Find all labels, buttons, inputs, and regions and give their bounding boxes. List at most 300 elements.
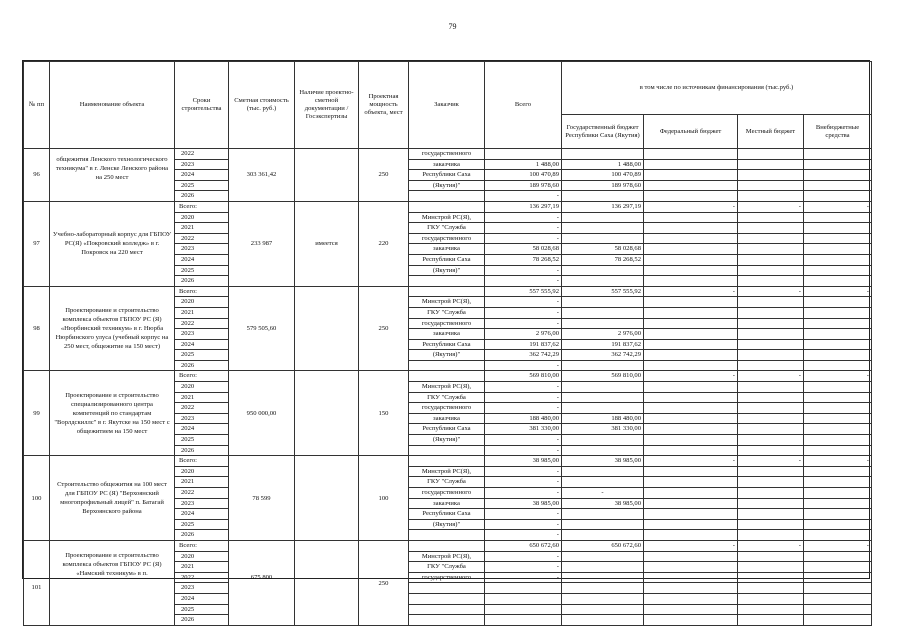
state-budget-cell — [562, 615, 644, 626]
customer-line: ГКУ "Служба — [409, 307, 485, 318]
object-name — [50, 149, 175, 202]
state-budget-cell — [562, 466, 644, 477]
federal-budget-cell: - — [644, 201, 738, 212]
federal-budget-cell — [644, 233, 738, 244]
state-budget-cell — [562, 149, 644, 160]
extra-budget-cell — [804, 466, 872, 477]
customer-line — [409, 530, 485, 541]
total-cell: - — [485, 191, 562, 202]
federal-budget-cell — [644, 350, 738, 361]
state-budget-cell: 38 985,00 — [562, 498, 644, 509]
extra-budget-cell — [804, 297, 872, 308]
year-cell: 2022 — [175, 403, 229, 414]
customer-line: Минстрой РС(Я), — [409, 551, 485, 562]
state-budget-cell — [562, 509, 644, 520]
total-cell: 58 028,68 — [485, 244, 562, 255]
year-cell: 2021 — [175, 392, 229, 403]
local-budget-cell — [738, 413, 804, 424]
row-number: 97 — [24, 201, 50, 286]
customer-line: Республики Саха — [409, 170, 485, 181]
state-budget-cell: 78 268,52 — [562, 254, 644, 265]
estimated-cost: 950 000,00 — [229, 371, 295, 456]
capacity: 100 — [359, 456, 409, 541]
state-budget-cell: 136 297,19 — [562, 201, 644, 212]
total-label: Всего: — [175, 371, 229, 382]
total-cell: 381 330,00 — [485, 424, 562, 435]
federal-budget-cell — [644, 477, 738, 488]
customer-line — [409, 191, 485, 202]
extra-budget-cell — [804, 170, 872, 181]
customer-line: ГКУ "Служба — [409, 477, 485, 488]
total-cell: 38 985,00 — [485, 456, 562, 467]
capacity: 250 — [359, 149, 409, 202]
federal-budget-cell: - — [644, 371, 738, 382]
extra-budget-cell — [804, 413, 872, 424]
customer-line: Республики Саха — [409, 509, 485, 520]
col-header-customer: Заказчик — [409, 62, 485, 149]
col-header-federal-budget: Федеральный бюджет — [644, 115, 738, 149]
col-header-docs: Наличие проектно-сметной документации /Госэкспертизы — [295, 62, 359, 149]
object-name: Проектирование и строительство комплекса объектов ГБПОУ РС (Я) «Намский техникум» в п. — [50, 540, 175, 625]
year-cell: 2023 — [175, 159, 229, 170]
total-cell: - — [485, 223, 562, 234]
federal-budget-cell — [644, 583, 738, 594]
table-row — [24, 201, 872, 212]
year-cell: 2025 — [175, 265, 229, 276]
local-budget-cell — [738, 392, 804, 403]
customer-line: (Якутия)" — [409, 350, 485, 361]
federal-budget-cell — [644, 435, 738, 446]
total-cell: - — [485, 551, 562, 562]
local-budget-cell — [738, 233, 804, 244]
customer-line — [409, 456, 485, 467]
local-budget-cell: - — [738, 371, 804, 382]
extra-budget-cell — [804, 435, 872, 446]
extra-budget-cell — [804, 360, 872, 371]
customer-line — [409, 276, 485, 287]
year-cell: 2026 — [175, 530, 229, 541]
customer-line — [409, 286, 485, 297]
total-cell: 569 810,00 — [485, 371, 562, 382]
local-budget-cell — [738, 339, 804, 350]
total-label: Всего: — [175, 201, 229, 212]
total-cell: - — [485, 297, 562, 308]
local-budget-cell — [738, 572, 804, 583]
extra-budget-cell — [804, 223, 872, 234]
federal-budget-cell — [644, 509, 738, 520]
year-cell: 2021 — [175, 307, 229, 318]
col-header-no: № пп — [24, 62, 50, 149]
extra-budget-cell — [804, 593, 872, 604]
local-budget-cell — [738, 615, 804, 626]
customer-line: ГКУ "Служба — [409, 223, 485, 234]
customer-line: ГКУ "Служба — [409, 562, 485, 573]
federal-budget-cell — [644, 159, 738, 170]
col-header-name: Наименование объекта — [50, 62, 175, 149]
customer-line: Республики Саха — [409, 424, 485, 435]
year-cell: 2025 — [175, 604, 229, 615]
total-label: Всего: — [175, 540, 229, 551]
extra-budget-cell — [804, 488, 872, 499]
customer-line — [409, 615, 485, 626]
federal-budget-cell — [644, 149, 738, 160]
state-budget-cell — [562, 382, 644, 393]
state-budget-cell: 569 810,00 — [562, 371, 644, 382]
customer-line: государственного — [409, 403, 485, 414]
col-header-state-budget: Государственный бюджет Республики Саха (Якутия) — [562, 115, 644, 149]
local-budget-cell — [738, 149, 804, 160]
col-header-sources: в том числе по источникам финансирования (тыс.руб.) — [562, 62, 872, 115]
extra-budget-cell — [804, 318, 872, 329]
year-cell: 2022 — [175, 318, 229, 329]
extra-budget-cell — [804, 339, 872, 350]
local-budget-cell — [738, 424, 804, 435]
extra-budget-cell — [804, 604, 872, 615]
extra-budget-cell — [804, 180, 872, 191]
federal-budget-cell — [644, 530, 738, 541]
year-cell: 2024 — [175, 339, 229, 350]
total-cell — [485, 604, 562, 615]
estimated-cost: 579 505,60 — [229, 286, 295, 371]
docs-cell — [295, 149, 359, 202]
extra-budget-cell — [804, 159, 872, 170]
year-cell: 2022 — [175, 572, 229, 583]
state-budget-cell: 362 742,29 — [562, 350, 644, 361]
local-budget-cell — [738, 403, 804, 414]
docs-cell — [295, 371, 359, 456]
local-budget-cell — [738, 583, 804, 594]
extra-budget-cell — [804, 583, 872, 594]
local-budget-cell — [738, 329, 804, 340]
extra-budget-cell — [804, 191, 872, 202]
local-budget-cell — [738, 509, 804, 520]
customer-line — [409, 593, 485, 604]
object-name: Строительство общежития на 100 мест для ГБПОУ РС (Я) "Верхоянский многопрофильный лицей" п. Батагай Верхоянского района — [50, 456, 175, 541]
customer-line: Республики Саха — [409, 254, 485, 265]
extra-budget-cell — [804, 276, 872, 287]
extra-budget-cell — [804, 212, 872, 223]
state-budget-cell: 650 672,60 — [562, 540, 644, 551]
federal-budget-cell — [644, 424, 738, 435]
row-number: 98 — [24, 286, 50, 371]
local-budget-cell — [738, 445, 804, 456]
federal-budget-cell: - — [644, 456, 738, 467]
extra-budget-cell — [804, 530, 872, 541]
year-cell: 2020 — [175, 551, 229, 562]
extra-budget-cell — [804, 615, 872, 626]
customer-line — [409, 540, 485, 551]
docs-cell — [295, 456, 359, 541]
federal-budget-cell — [644, 318, 738, 329]
year-cell: 2026 — [175, 360, 229, 371]
customer-line: (Якутия)" — [409, 519, 485, 530]
total-cell: - — [485, 466, 562, 477]
col-header-total: Всего — [485, 62, 562, 149]
federal-budget-cell — [644, 244, 738, 255]
customer-line — [409, 360, 485, 371]
state-budget-cell — [562, 276, 644, 287]
local-budget-cell — [738, 244, 804, 255]
local-budget-cell — [738, 488, 804, 499]
total-cell: - — [485, 509, 562, 520]
year-cell: 2021 — [175, 477, 229, 488]
capacity: 150 — [359, 371, 409, 456]
local-budget-cell: - — [738, 540, 804, 551]
total-cell: - — [485, 212, 562, 223]
state-budget-cell: 38 985,00 — [562, 456, 644, 467]
federal-budget-cell — [644, 615, 738, 626]
year-cell: 2024 — [175, 509, 229, 520]
extra-budget-cell — [804, 382, 872, 393]
total-cell: - — [485, 562, 562, 573]
federal-budget-cell — [644, 297, 738, 308]
customer-line: государственного — [409, 233, 485, 244]
extra-budget-cell: - — [804, 371, 872, 382]
local-budget-cell — [738, 191, 804, 202]
extra-budget-cell: - — [804, 286, 872, 297]
extra-budget-cell — [804, 424, 872, 435]
extra-budget-cell — [804, 233, 872, 244]
state-budget-cell — [562, 212, 644, 223]
local-budget-cell — [738, 604, 804, 615]
customer-line: заказчика — [409, 244, 485, 255]
state-budget-cell: 557 555,92 — [562, 286, 644, 297]
total-cell: 136 297,19 — [485, 201, 562, 212]
year-cell: 2025 — [175, 519, 229, 530]
federal-budget-cell — [644, 392, 738, 403]
year-cell: 2021 — [175, 562, 229, 573]
federal-budget-cell — [644, 519, 738, 530]
federal-budget-cell — [644, 170, 738, 181]
customer-line: заказчика — [409, 498, 485, 509]
state-budget-cell — [562, 392, 644, 403]
customer-line: заказчика — [409, 413, 485, 424]
total-cell: - — [485, 265, 562, 276]
local-budget-cell — [738, 382, 804, 393]
local-budget-cell — [738, 477, 804, 488]
docs-cell — [295, 540, 359, 625]
state-budget-cell — [562, 551, 644, 562]
object-name: Проектирование и строительство комплекса объектов ГБПОУ РС (Я) «Нюрбинский техникум» в г. Нюрба Нюрбинского улуса (учебный корпус на 250 мест, общежитие на 150 мест) — [50, 286, 175, 371]
federal-budget-cell — [644, 254, 738, 265]
year-cell: 2022 — [175, 149, 229, 160]
federal-budget-cell — [644, 223, 738, 234]
docs-cell: имеется — [295, 201, 359, 286]
federal-budget-cell — [644, 403, 738, 414]
year-cell: 2023 — [175, 329, 229, 340]
extra-budget-cell — [804, 329, 872, 340]
state-budget-cell — [562, 445, 644, 456]
year-cell: 2025 — [175, 180, 229, 191]
total-cell: - — [485, 530, 562, 541]
financing-table-viewport — [22, 60, 870, 624]
federal-budget-cell — [644, 212, 738, 223]
object-name: Учебно-лабораторный корпус для ГБПОУ РС(Я) «Покровский колледж» в г. Покровск на 220 мест — [50, 201, 175, 286]
state-budget-cell — [562, 477, 644, 488]
total-cell: - — [485, 445, 562, 456]
extra-budget-cell — [804, 392, 872, 403]
customer-line: Минстрой РС(Я), — [409, 212, 485, 223]
financing-table — [23, 61, 872, 626]
state-budget-cell — [562, 318, 644, 329]
federal-budget-cell — [644, 593, 738, 604]
total-cell — [485, 593, 562, 604]
local-budget-cell — [738, 307, 804, 318]
table-row — [24, 286, 872, 297]
federal-budget-cell — [644, 498, 738, 509]
local-budget-cell — [738, 350, 804, 361]
local-budget-cell — [738, 276, 804, 287]
local-budget-cell — [738, 530, 804, 541]
total-cell: - — [485, 276, 562, 287]
object-name-text: общежития Ленского технологического техникума" в г. Ленске Ленского района на 250 мест — [55, 155, 169, 181]
state-budget-cell — [562, 435, 644, 446]
federal-budget-cell — [644, 339, 738, 350]
extra-budget-cell — [804, 572, 872, 583]
customer-line — [409, 371, 485, 382]
state-budget-cell: - — [562, 488, 644, 499]
customer-line: Минстрой РС(Я), — [409, 466, 485, 477]
year-cell: 2024 — [175, 424, 229, 435]
state-budget-cell — [562, 530, 644, 541]
year-cell: 2025 — [175, 435, 229, 446]
local-budget-cell — [738, 498, 804, 509]
year-cell: 2026 — [175, 445, 229, 456]
customer-line: государственного — [409, 318, 485, 329]
local-budget-cell: - — [738, 456, 804, 467]
customer-line — [409, 445, 485, 456]
state-budget-cell — [562, 403, 644, 414]
state-budget-cell — [562, 519, 644, 530]
local-budget-cell — [738, 318, 804, 329]
state-budget-cell — [562, 583, 644, 594]
customer-line: заказчика — [409, 159, 485, 170]
state-budget-cell: 2 976,00 — [562, 329, 644, 340]
estimated-cost: 78 599 — [229, 456, 295, 541]
state-budget-cell — [562, 593, 644, 604]
local-budget-cell — [738, 223, 804, 234]
local-budget-cell — [738, 159, 804, 170]
extra-budget-cell — [804, 445, 872, 456]
federal-budget-cell — [644, 488, 738, 499]
customer-line: заказчика — [409, 329, 485, 340]
extra-budget-cell — [804, 562, 872, 573]
year-cell: 2020 — [175, 212, 229, 223]
customer-line: Минстрой РС(Я), — [409, 297, 485, 308]
extra-budget-cell — [804, 498, 872, 509]
year-cell: 2022 — [175, 488, 229, 499]
customer-line: (Якутия)" — [409, 180, 485, 191]
extra-budget-cell — [804, 307, 872, 318]
estimated-cost: 233 987 — [229, 201, 295, 286]
state-budget-cell — [562, 265, 644, 276]
total-cell: 650 672,60 — [485, 540, 562, 551]
state-budget-cell — [562, 360, 644, 371]
estimated-cost: 303 361,42 — [229, 149, 295, 202]
total-cell — [485, 615, 562, 626]
row-number: 99 — [24, 371, 50, 456]
year-cell: 2020 — [175, 382, 229, 393]
total-cell — [485, 149, 562, 160]
customer-line — [409, 583, 485, 594]
total-cell: 1 488,00 — [485, 159, 562, 170]
customer-line: ГКУ "Служба — [409, 392, 485, 403]
local-budget-cell — [738, 180, 804, 191]
year-cell: 2021 — [175, 223, 229, 234]
table-row — [24, 149, 872, 160]
col-header-capacity: Проектная мощность объекта, мест — [359, 62, 409, 149]
total-cell: 189 978,60 — [485, 180, 562, 191]
col-header-extra-budget: Внебюджетные средства — [804, 115, 872, 149]
federal-budget-cell: - — [644, 286, 738, 297]
extra-budget-cell — [804, 509, 872, 520]
capacity: 250 — [359, 286, 409, 371]
state-budget-cell — [562, 562, 644, 573]
total-cell: 557 555,92 — [485, 286, 562, 297]
year-cell: 2020 — [175, 466, 229, 477]
extra-budget-cell — [804, 551, 872, 562]
extra-budget-cell — [804, 149, 872, 160]
row-number: 96 — [24, 149, 50, 202]
object-name: Проектирование и строительство специализированного центра компетенций по стандартам "Ворлдскиллс" в г. Якутске на 150 мест с общежитием на 150 мест — [50, 371, 175, 456]
local-budget-cell — [738, 212, 804, 223]
row-number: 100 — [24, 456, 50, 541]
extra-budget-cell: - — [804, 201, 872, 212]
total-cell: - — [485, 360, 562, 371]
federal-budget-cell — [644, 445, 738, 456]
customer-line: государственного — [409, 149, 485, 160]
federal-budget-cell — [644, 466, 738, 477]
year-cell: 2023 — [175, 583, 229, 594]
total-cell: 38 985,00 — [485, 498, 562, 509]
year-cell: 2026 — [175, 615, 229, 626]
federal-budget-cell — [644, 329, 738, 340]
table-row — [24, 540, 872, 551]
state-budget-cell: 188 480,00 — [562, 413, 644, 424]
federal-budget-cell — [644, 382, 738, 393]
total-cell: 188 480,00 — [485, 413, 562, 424]
extra-budget-cell: - — [804, 456, 872, 467]
total-cell: 191 837,62 — [485, 339, 562, 350]
table-row — [24, 456, 872, 467]
year-cell: 2023 — [175, 244, 229, 255]
state-budget-cell — [562, 572, 644, 583]
local-budget-cell — [738, 435, 804, 446]
local-budget-cell — [738, 551, 804, 562]
year-cell: 2026 — [175, 276, 229, 287]
local-budget-cell: - — [738, 286, 804, 297]
local-budget-cell — [738, 170, 804, 181]
extra-budget-cell — [804, 477, 872, 488]
federal-budget-cell — [644, 307, 738, 318]
page-number: 79 — [448, 22, 457, 31]
extra-budget-cell — [804, 519, 872, 530]
extra-budget-cell — [804, 244, 872, 255]
total-cell: - — [485, 233, 562, 244]
state-budget-cell: 58 028,68 — [562, 244, 644, 255]
capacity: 220 — [359, 201, 409, 286]
federal-budget-cell — [644, 604, 738, 615]
local-budget-cell — [738, 466, 804, 477]
total-cell: - — [485, 307, 562, 318]
local-budget-cell: - — [738, 201, 804, 212]
total-cell: - — [485, 403, 562, 414]
col-header-cost: Сметная стоимость (тыс. руб.) — [229, 62, 295, 149]
federal-budget-cell — [644, 360, 738, 371]
local-budget-cell — [738, 254, 804, 265]
table-header — [24, 62, 872, 149]
total-cell: - — [485, 488, 562, 499]
